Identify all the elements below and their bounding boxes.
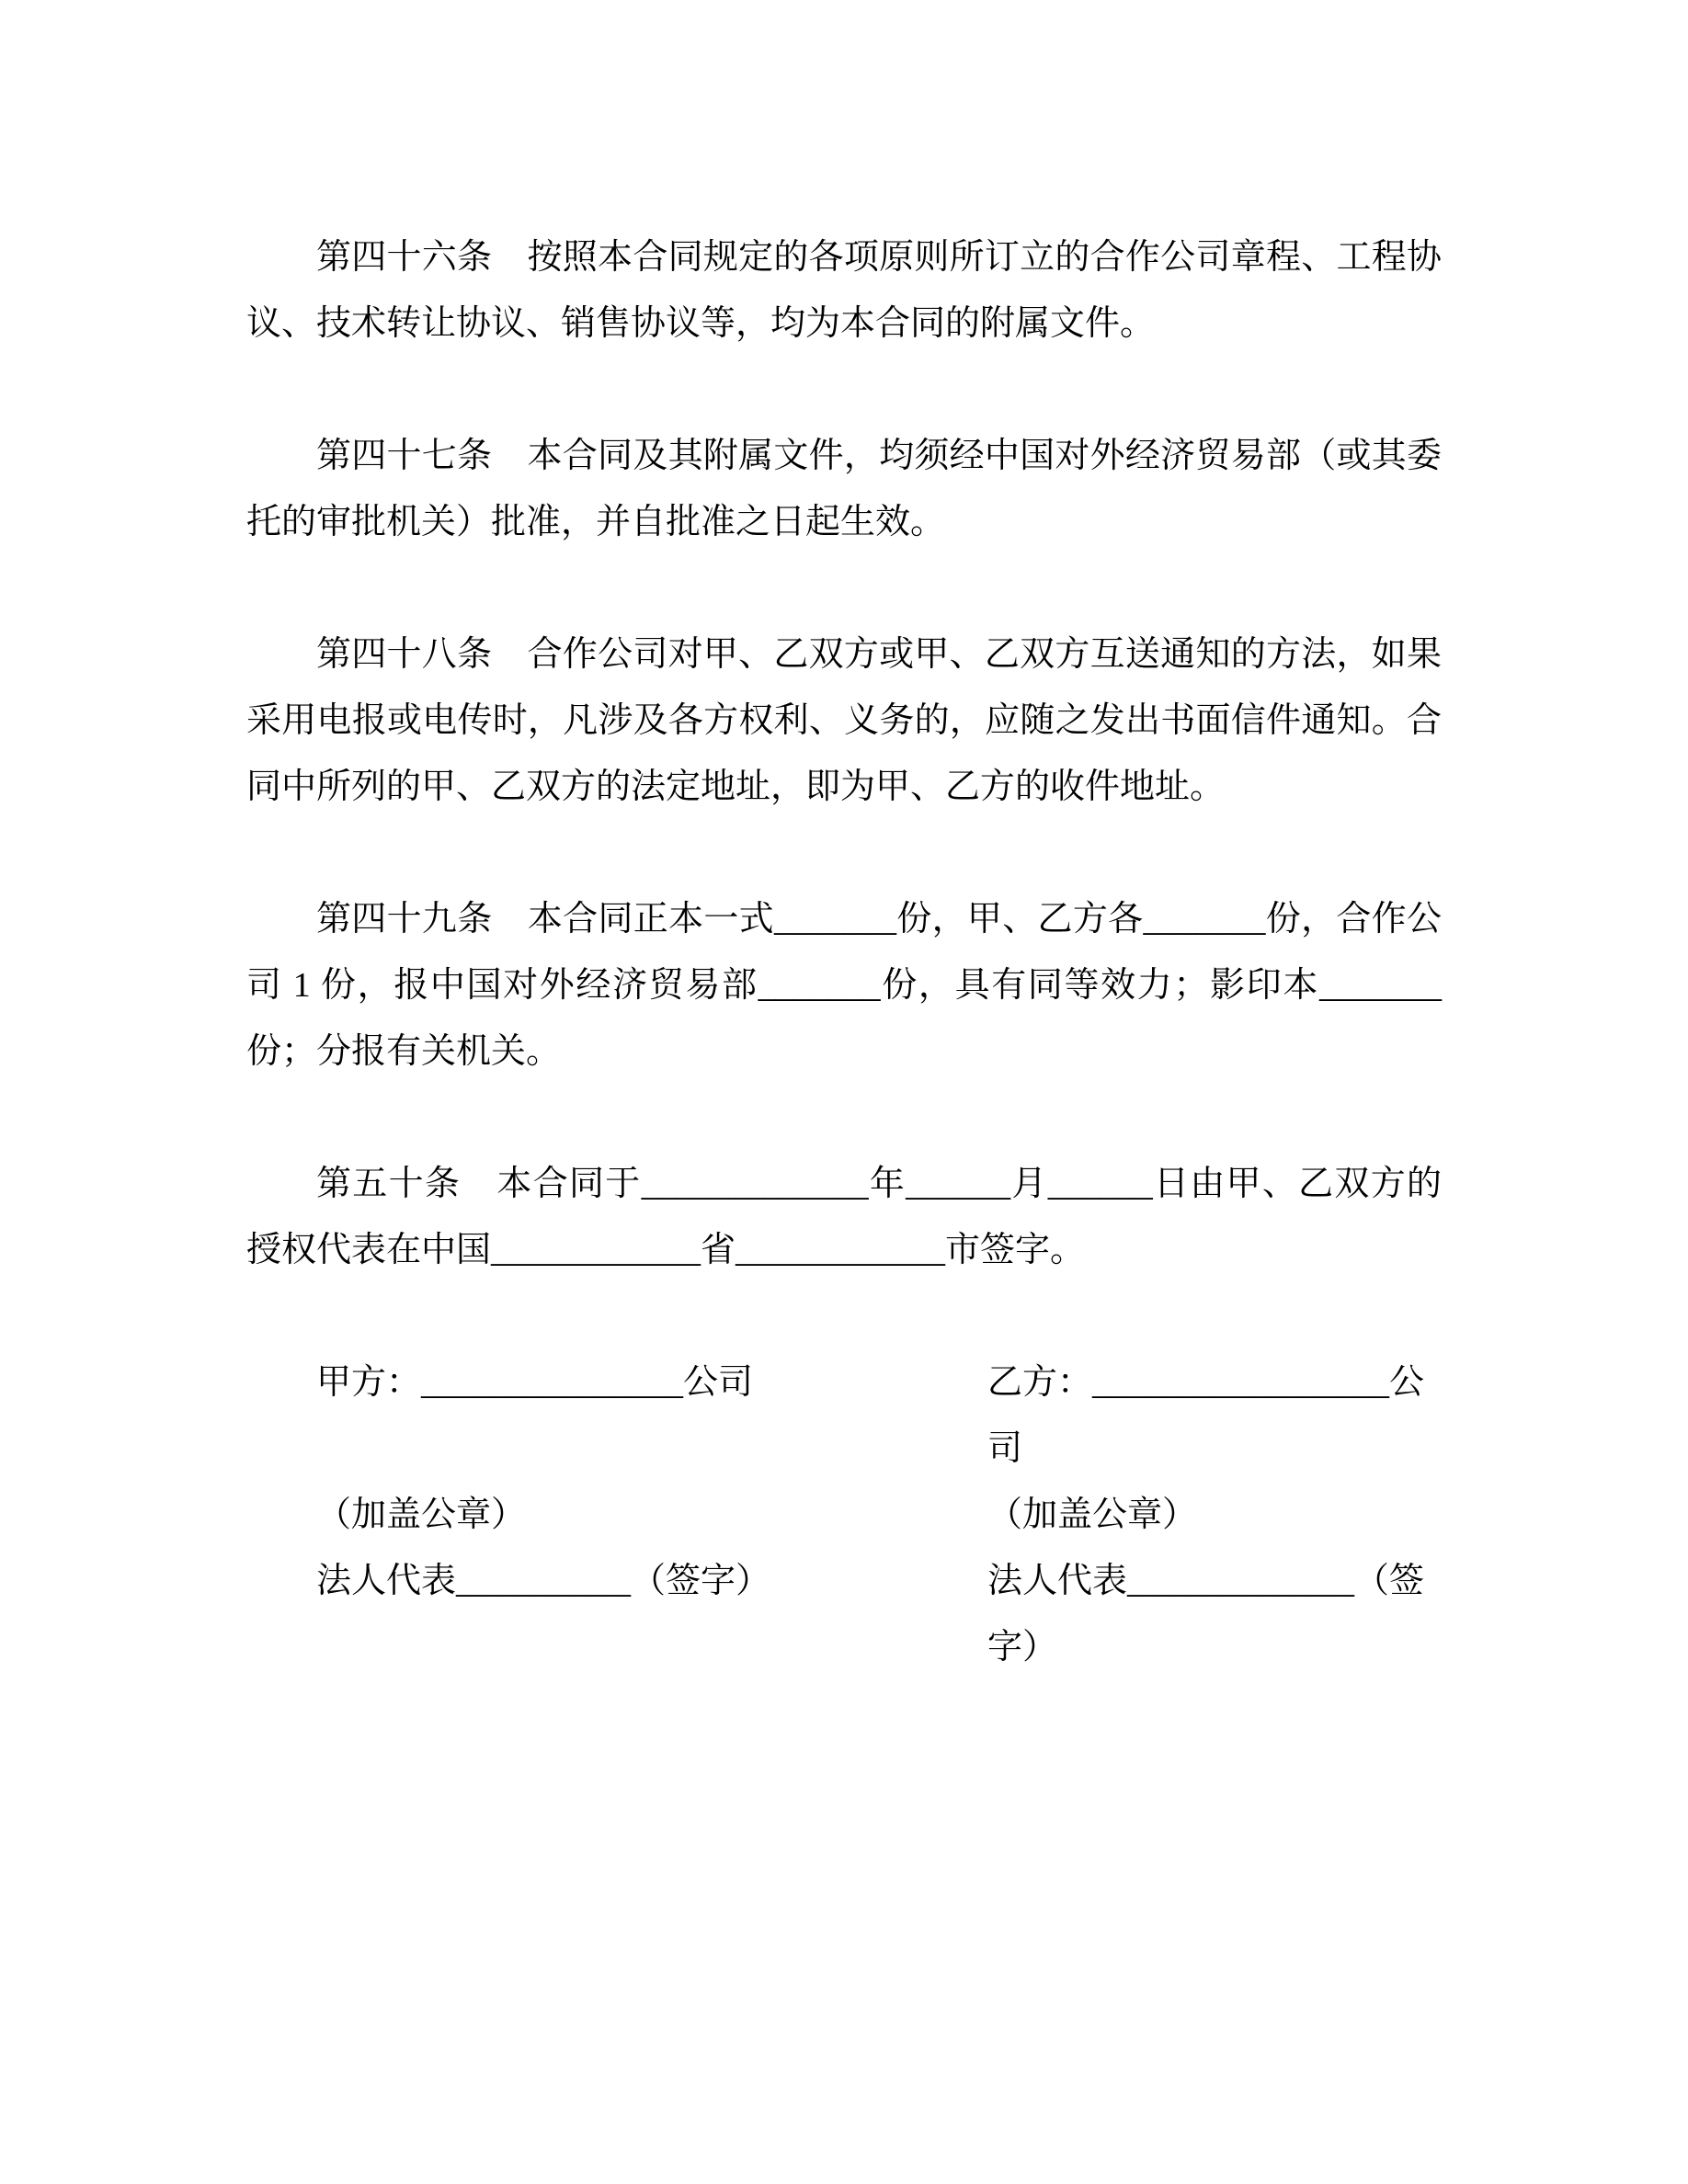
party-a-representative-line: 法人代表__________（签字）	[316, 1562, 771, 1600]
party-a-seal-line: （加盖公章）	[316, 1496, 527, 1534]
signature-row-names	[246, 1349, 1442, 1482]
signature-row-representatives	[246, 1548, 1442, 1680]
paragraph-article-48: 第四十八条 合作公司对甲、乙双方或甲、乙双方互送通知的方法，如果采用电报或电传时，凡涉及各方权利、义务的，应随之发出书面信件通知。合同中所列的甲、乙双方的法定地址，即为甲、乙方的收件地址。	[246, 635, 1442, 806]
paragraph-article-46: 第四十六条 按照本合同规定的各项原则所订立的合作公司章程、工程协议、技术转让协议、销售协议等，均为本合同的附属文件。	[246, 238, 1442, 343]
signature-block	[246, 1349, 1442, 1680]
paragraph-article-47: 第四十七条 本合同及其附属文件，均须经中国对外经济贸易部（或其委托的审批机关）批准，并自批准之日起生效。	[246, 437, 1442, 541]
party-b-seal-line: （加盖公章）	[987, 1496, 1198, 1534]
party-b-name-line: 乙方：_________________公司	[987, 1363, 1425, 1468]
party-b-representative-line: 法人代表_____________（签字）	[987, 1562, 1425, 1666]
paragraph-article-50: 第五十条 本合同于_____________年______月______日由甲、乙双方的授权代表在中国____________省____________市签字。	[246, 1165, 1442, 1269]
paragraph-article-49: 第四十九条 本合同正本一式_______份，甲、乙方各_______份，合作公司 1 份，报中国对外经济贸易部_______份，具有同等效力；影印本_______份；分报有关机关。	[246, 900, 1442, 1071]
signature-row-seals	[246, 1482, 1442, 1548]
party-a-name-line: 甲方：_______________公司	[316, 1363, 754, 1402]
